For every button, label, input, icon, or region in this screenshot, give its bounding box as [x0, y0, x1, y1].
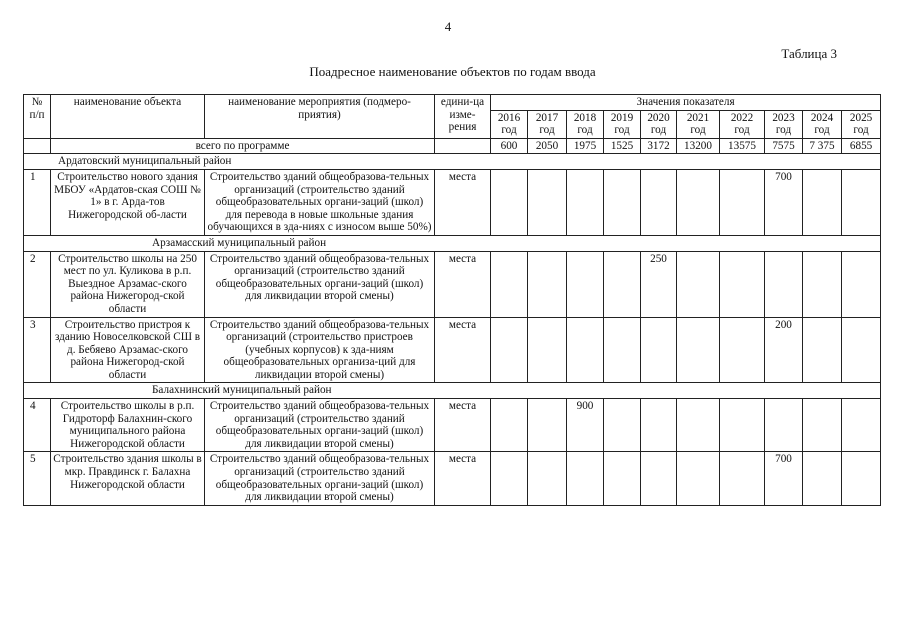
table-number: Таблица 3: [781, 46, 837, 61]
year-value: [720, 317, 765, 383]
year-value: [677, 251, 720, 317]
unit: места: [435, 452, 491, 505]
header-year-4: [641, 110, 677, 138]
year-value: [641, 399, 677, 452]
district-row: [24, 383, 881, 399]
total-value: 1975: [567, 138, 604, 154]
year-value: [765, 251, 803, 317]
year-value: [604, 251, 641, 317]
year-suffix: год: [501, 124, 517, 137]
row-number: 5: [24, 452, 51, 505]
year-label: 2024: [810, 111, 834, 124]
year-value: [803, 169, 842, 235]
year-suffix: год: [650, 124, 667, 137]
header-values: Значения показателя: [491, 95, 881, 111]
total-value: 3172: [641, 138, 677, 154]
year-value: [842, 452, 881, 505]
year-value: [567, 452, 604, 505]
table-row: [24, 399, 881, 452]
year-value: [567, 251, 604, 317]
measure-name: Строительство зданий общеобразова-тельных организаций (строительство пристроев (учебных корпусов) к зда-ниям общеобразовательных организа-ций для ликвидации второй смены): [205, 317, 435, 383]
year-value: [604, 317, 641, 383]
year-value: [567, 317, 604, 383]
total-value: 2050: [528, 138, 567, 154]
year-label: 2018: [573, 111, 597, 124]
year-suffix: год: [734, 124, 750, 137]
total-label: всего по программе: [51, 138, 435, 154]
district-name: Ардатовский муниципальный район: [24, 154, 881, 170]
row-number: 4: [24, 399, 51, 452]
year-value: [803, 399, 842, 452]
header-year-5: [677, 110, 720, 138]
table-row: [24, 169, 881, 235]
year-value: 250: [641, 251, 677, 317]
total-empty-no: [24, 138, 51, 154]
year-value: [720, 399, 765, 452]
year-value: [491, 169, 528, 235]
object-name: Строительство школы на 250 мест по ул. Куликова в р.п. Выездное Арзамас-ского района Нижегород-ской области: [51, 251, 205, 317]
header-no: № п/п: [24, 95, 51, 139]
year-value: [842, 317, 881, 383]
year-suffix: год: [690, 124, 706, 137]
year-value: 700: [765, 452, 803, 505]
year-value: [765, 399, 803, 452]
year-suffix: год: [814, 124, 830, 137]
year-value: 200: [765, 317, 803, 383]
district-row: [24, 235, 881, 251]
total-value: 13200: [677, 138, 720, 154]
row-number: 2: [24, 251, 51, 317]
year-value: [491, 251, 528, 317]
year-value: [491, 399, 528, 452]
year-value: [641, 452, 677, 505]
table-row: [24, 452, 881, 505]
document-title: Поадресное наименование объектов по годам ввода: [309, 64, 596, 79]
year-value: [528, 317, 567, 383]
total-empty-unit: [435, 138, 491, 154]
header-object: наименование объекта: [51, 95, 205, 139]
header-unit: едини-ца изме-рения: [435, 95, 491, 139]
year-label: 2021: [686, 111, 710, 124]
year-label: 2020: [647, 111, 670, 124]
measure-name: Строительство зданий общеобразова-тельных организаций (строительство зданий общеобразовательных органи-заций (школ) для ликвидации второй смены): [205, 452, 435, 505]
year-value: [567, 169, 604, 235]
year-suffix: год: [775, 124, 792, 137]
year-value: 900: [567, 399, 604, 452]
header-year-9: [842, 110, 881, 138]
year-value: [803, 452, 842, 505]
header-measure: наименование мероприятия (подмеро-приятия): [205, 95, 435, 139]
measure-name: Строительство зданий общеобразова-тельных организаций (строительство зданий общеобразовательных органи-заций (школ) для ликвидации второй смены): [205, 399, 435, 452]
year-label: 2025: [849, 111, 873, 124]
year-label: 2019: [610, 111, 634, 124]
year-value: [803, 251, 842, 317]
header-year-2: [567, 110, 604, 138]
year-value: [528, 251, 567, 317]
year-value: [842, 251, 881, 317]
year-value: [528, 399, 567, 452]
objects-table: [23, 94, 881, 506]
page-number: 4: [444, 19, 452, 34]
year-value: [803, 317, 842, 383]
year-label: 2023: [772, 111, 795, 124]
year-value: [641, 169, 677, 235]
year-value: [720, 452, 765, 505]
row-number: 1: [24, 169, 51, 235]
year-label: 2016: [497, 111, 521, 124]
object-name: Строительство нового здания МБОУ «Ардатов-ская СОШ № 1» в г. Арда-тов Нижегородской об-ласти: [51, 169, 205, 235]
total-value: 7575: [765, 138, 803, 154]
year-suffix: год: [539, 124, 555, 137]
year-value: [604, 399, 641, 452]
year-value: [677, 399, 720, 452]
year-value: [604, 452, 641, 505]
year-value: 700: [765, 169, 803, 235]
unit: места: [435, 169, 491, 235]
year-value: [604, 169, 641, 235]
row-number: 3: [24, 317, 51, 383]
measure-name: Строительство зданий общеобразова-тельных организаций (строительство зданий общеобразовательных органи-заций (школ) для ликвидации второй смены): [205, 251, 435, 317]
year-value: [641, 317, 677, 383]
header-year-8: [803, 110, 842, 138]
year-value: [842, 169, 881, 235]
year-value: [720, 251, 765, 317]
header-year-0: [491, 110, 528, 138]
year-suffix: год: [614, 124, 630, 137]
year-value: [842, 399, 881, 452]
total-value: 6855: [842, 138, 881, 154]
total-value: 600: [491, 138, 528, 154]
district-name: Арзамасский муниципальный район: [24, 235, 881, 251]
year-value: [528, 452, 567, 505]
year-value: [677, 317, 720, 383]
year-value: [677, 169, 720, 235]
object-name: Строительство здания школы в мкр. Правдинск г. Балахна Нижегородской области: [51, 452, 205, 505]
header-year-1: [528, 110, 567, 138]
header-year-6: [720, 110, 765, 138]
year-label: 2017: [535, 111, 559, 124]
year-label: 2022: [730, 111, 754, 124]
total-value: 13575: [720, 138, 765, 154]
total-value: 7 375: [803, 138, 842, 154]
year-value: [491, 317, 528, 383]
measure-name: Строительство зданий общеобразова-тельных организаций (строительство зданий общеобразовательных органи-заций (школ) для перевода в новые школьные здания обучающихся в зда-ниях с износом выше 50%): [205, 169, 435, 235]
table-row: [24, 317, 881, 383]
district-row: [24, 154, 881, 170]
year-value: [677, 452, 720, 505]
year-suffix: год: [853, 124, 869, 137]
unit: места: [435, 317, 491, 383]
year-value: [491, 452, 528, 505]
table-row: [24, 251, 881, 317]
header-year-3: [604, 110, 641, 138]
year-value: [720, 169, 765, 235]
object-name: Строительство пристроя к зданию Новоселковской СШ в д. Бебяево Арзамас-ского района Нижегород-ской области: [51, 317, 205, 383]
unit: места: [435, 251, 491, 317]
total-value: 1525: [604, 138, 641, 154]
unit: места: [435, 399, 491, 452]
year-value: [528, 169, 567, 235]
header-year-7: [765, 110, 803, 138]
object-name: Строительство школы в р.п. Гидроторф Балахнин-ского муниципального района Нижегородской области: [51, 399, 205, 452]
year-suffix: год: [577, 124, 593, 137]
district-name: Балахнинский муниципальный район: [24, 383, 881, 399]
